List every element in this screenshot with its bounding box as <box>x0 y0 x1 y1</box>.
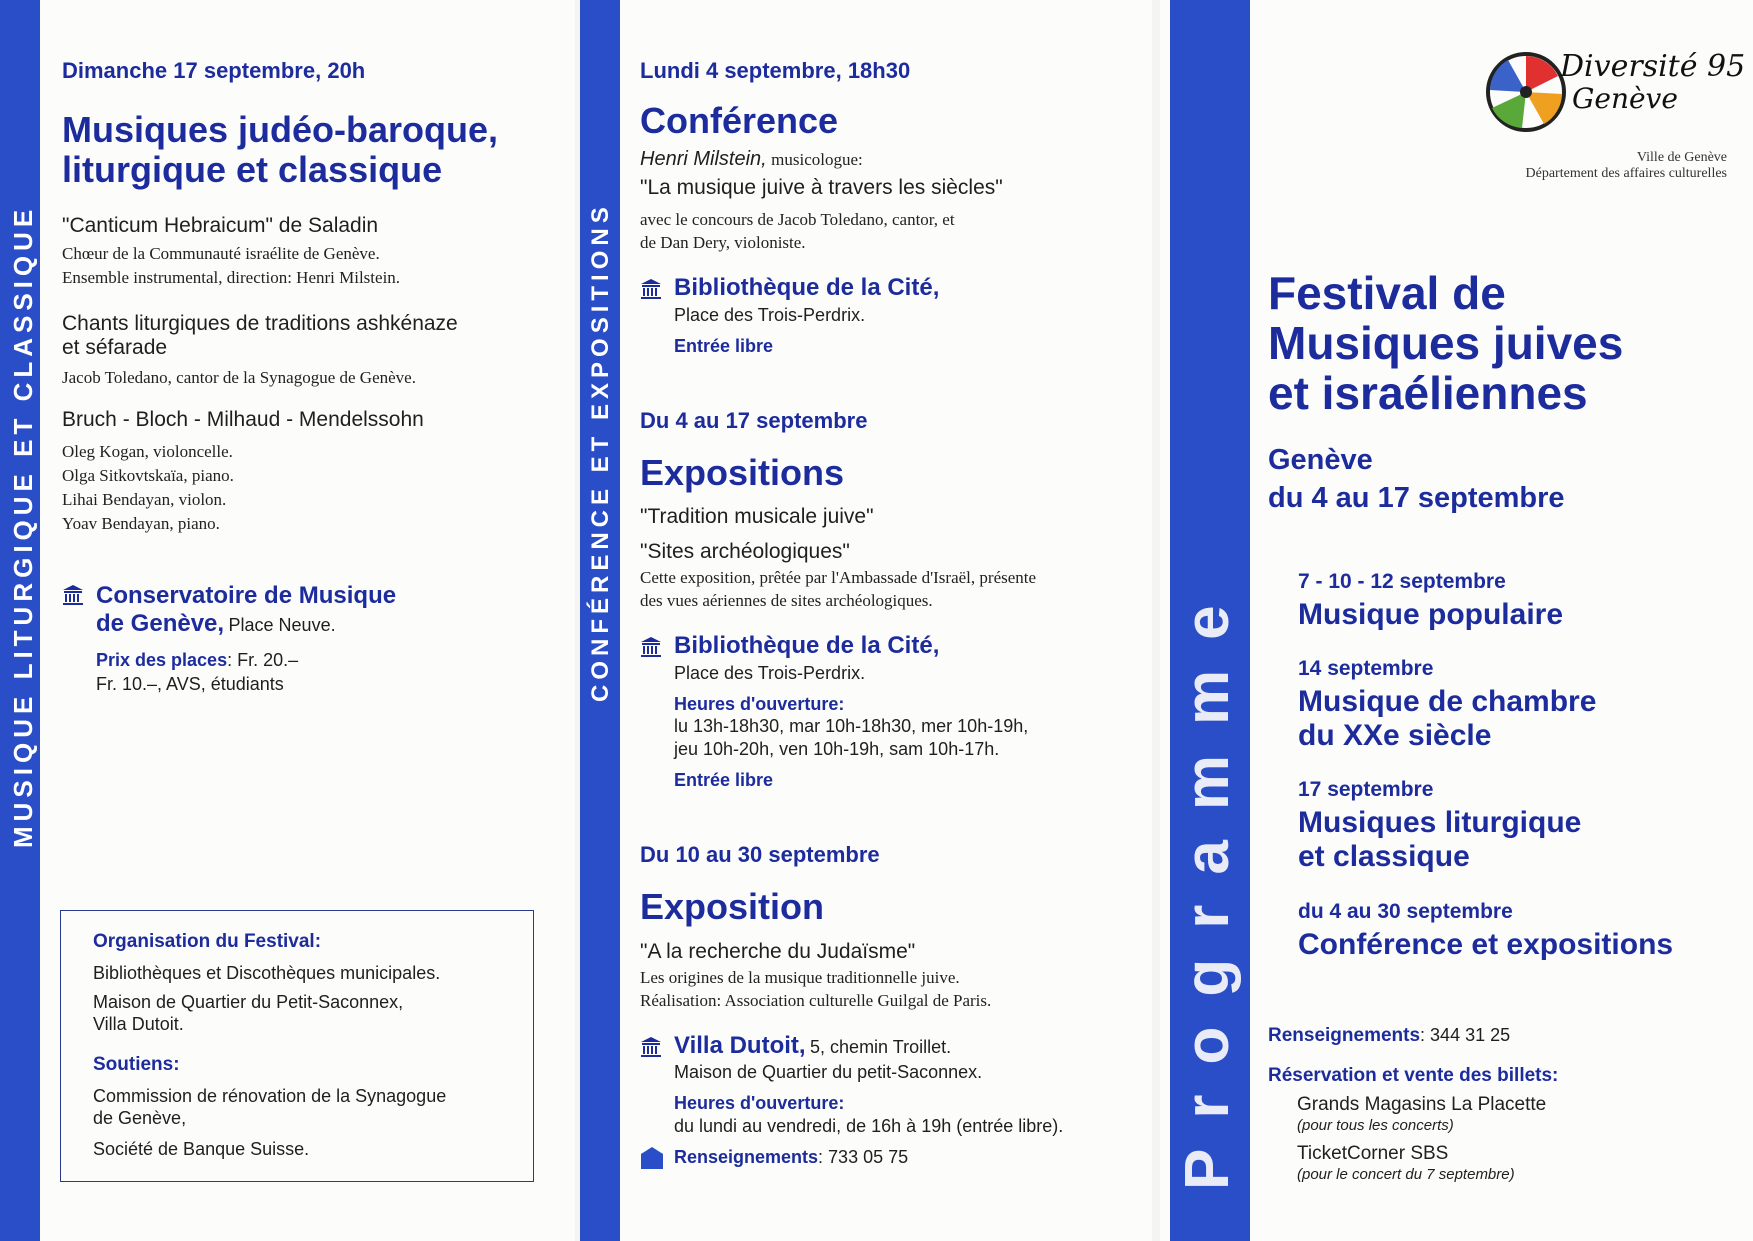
event-title-line2: liturgique et classique <box>62 149 443 190</box>
venue-address: 5, chemin Troillet. <box>810 1037 952 1057</box>
expo-date: Du 4 au 17 septembre <box>640 408 868 433</box>
conf-line: avec le concours de Jacob Toledano, cantor, et <box>640 210 955 229</box>
department: Département des affaires culturelles <box>1525 166 1727 181</box>
org-title: Organisation du Festival: <box>93 931 322 952</box>
program-item-line: Olga Sitkovtskaïa, piano. <box>62 466 234 485</box>
hours-label: Heures d'ouverture: <box>674 694 845 714</box>
sponsors-box <box>60 910 534 1182</box>
program-item-title: Chants liturgiques de traditions ashkénaze <box>62 312 458 335</box>
info-line <box>1268 1025 1510 1047</box>
event-date: Dimanche 17 septembre, 20h <box>62 58 366 83</box>
expo-title: Expositions <box>640 452 845 493</box>
logo-text-line2: Genève <box>1572 82 1678 115</box>
hours-line: jeu 10h-20h, ven 10h-19h, sam 10h-17h. <box>674 739 1000 759</box>
program-item-line: Lihai Bendayan, violon. <box>62 490 227 509</box>
event-date: 7 - 10 - 12 septembre <box>1298 570 1506 593</box>
expo2-title: Exposition <box>640 886 825 927</box>
hours-label: Heures d'ouverture: <box>674 1093 845 1113</box>
event-title: Musique populaire <box>1298 598 1564 631</box>
org-line: Bibliothèques et Discothèques municipales. <box>93 963 441 983</box>
event-date: 17 septembre <box>1298 778 1434 801</box>
expo-line: Cette exposition, prêtée par l'Ambassade d'Israël, présente <box>640 568 1037 587</box>
event-title: et classique <box>1298 840 1470 873</box>
program-item-line: Yoav Bendayan, piano. <box>62 514 220 533</box>
event-date: du 4 au 30 septembre <box>1298 900 1513 923</box>
venue-line <box>674 1032 951 1060</box>
conf-speaker: Henri Milstein, <box>640 148 767 170</box>
price-label: Prix des places <box>96 650 228 670</box>
venue-place: Place des Trois-Perdrix. <box>674 663 866 683</box>
venue-name: Villa Dutoit, <box>674 1032 806 1059</box>
price-value: : Fr. 20.– <box>227 650 299 670</box>
price-line <box>96 650 298 671</box>
info-label: Renseignements <box>1268 1025 1421 1046</box>
info-label: Renseignements <box>674 1147 819 1167</box>
event-title: Conférence et expositions <box>1298 928 1674 961</box>
soutiens-line: de Genève, <box>93 1108 187 1128</box>
building-icon <box>640 1036 662 1058</box>
sidebar-label: MUSIQUE LITURGIQUE ET CLASSIQUE <box>8 204 38 848</box>
info-line <box>674 1147 908 1168</box>
program-item-line: Ensemble instrumental, direction: Henri Milstein. <box>62 268 401 287</box>
ticket-outlet: TicketCorner SBS <box>1297 1143 1449 1164</box>
expo2-quote: "A la recherche du Judaïsme" <box>640 940 916 963</box>
event-title: Musiques liturgique <box>1298 806 1582 839</box>
expo2-line: Réalisation: Association culturelle Guilgal de Paris. <box>640 991 992 1010</box>
program-item-title: et séfarade <box>62 336 168 359</box>
venue-name-cont: de Genève, <box>96 610 225 637</box>
soutiens-line: Commission de rénovation de la Synagogue <box>93 1086 447 1106</box>
program-item-line: Chœur de la Communauté israélite de Genève. <box>62 244 380 263</box>
panel-conference <box>580 0 1152 1241</box>
panel-concert <box>0 0 575 1241</box>
venue-place: Place des Trois-Perdrix. <box>674 305 866 325</box>
conf-role: musicologue: <box>771 150 863 169</box>
event-date: 14 septembre <box>1298 657 1434 680</box>
event-title: Musique de chambre <box>1298 685 1597 718</box>
venue-name: Bibliothèque de la Cité, <box>674 632 940 659</box>
building-icon <box>62 584 84 606</box>
festival-title-line2: Musiques juives <box>1268 317 1624 369</box>
ticket-outlet-note: (pour tous les concerts) <box>1297 1117 1454 1134</box>
venue-name: Conservatoire de Musique <box>96 582 397 609</box>
info-icon <box>640 1146 664 1170</box>
festival-city: Genève <box>1268 444 1373 476</box>
panel-cover <box>1160 0 1753 1241</box>
festival-dates: du 4 au 17 septembre <box>1268 482 1565 514</box>
venue-name: Bibliothèque de la Cité, <box>674 274 940 301</box>
hours-line: lu 13h-18h30, mar 10h-18h30, mer 10h-19h, <box>674 716 1029 736</box>
conf-date: Lundi 4 septembre, 18h30 <box>640 58 911 83</box>
venue-line-2: Maison de Quartier du petit-Saconnex. <box>674 1062 983 1082</box>
program-item-title: Bruch - Bloch - Milhaud - Mendelssohn <box>62 408 424 431</box>
event-title: du XXe siècle <box>1298 719 1492 752</box>
conf-title: Conférence <box>640 100 839 141</box>
ticket-outlet: Grands Magasins La Placette <box>1297 1094 1547 1115</box>
venue-place: Place Neuve. <box>228 615 336 635</box>
festival-title-line1: Festival de <box>1268 267 1506 319</box>
expo-quote: "Sites archéologiques" <box>640 540 850 563</box>
ticket-outlet-note: (pour le concert du 7 septembre) <box>1297 1166 1515 1183</box>
conf-line: de Dan Dery, violoniste. <box>640 233 806 252</box>
price-line-2: Fr. 10.–, AVS, étudiants <box>96 674 284 694</box>
info-value: : 733 05 75 <box>818 1147 909 1167</box>
program-item-title: "Canticum Hebraicum" de Saladin <box>62 214 379 237</box>
expo-line: des vues aériennes de sites archéologiques. <box>640 591 933 610</box>
conf-speaker-line <box>640 148 863 171</box>
conf-quote: "La musique juive à travers les siècles" <box>640 176 1003 199</box>
entry-free: Entrée libre <box>674 336 774 356</box>
program-item-line: Oleg Kogan, violoncelle. <box>62 442 233 461</box>
expo2-date: Du 10 au 30 septembre <box>640 842 880 867</box>
venue-line <box>96 610 336 638</box>
expo-quote: "Tradition musicale juive" <box>640 505 874 528</box>
ville: Ville de Genève <box>1636 150 1727 165</box>
building-icon <box>640 278 662 300</box>
soutiens-title: Soutiens: <box>93 1054 180 1075</box>
org-line: Villa Dutoit. <box>93 1014 184 1034</box>
info-value: : 344 31 25 <box>1420 1025 1511 1045</box>
org-line: Maison de Quartier du Petit-Saconnex, <box>93 992 404 1012</box>
tickets-label: Réservation et vente des billets: <box>1268 1065 1559 1086</box>
entry-free: Entrée libre <box>674 770 774 790</box>
soutiens-line: Société de Banque Suisse. <box>93 1139 310 1159</box>
event-title-line1: Musiques judéo-baroque, <box>62 109 499 150</box>
logo-text-line1: Diversité 95 <box>1560 49 1746 84</box>
expo2-line: Les origines de la musique traditionnelle juive. <box>640 968 960 987</box>
sidebar-label: CONFÉRENCE ET EXPOSITIONS <box>587 202 614 702</box>
program-item-line: Jacob Toledano, cantor de la Synagogue de Genève. <box>62 368 416 387</box>
sidebar-label: Programme <box>1173 575 1242 1190</box>
building-icon <box>640 636 662 658</box>
hours-line: du lundi au vendredi, de 16h à 19h (entrée libre). <box>674 1116 1064 1136</box>
festival-title-line3: et israéliennes <box>1268 367 1588 419</box>
